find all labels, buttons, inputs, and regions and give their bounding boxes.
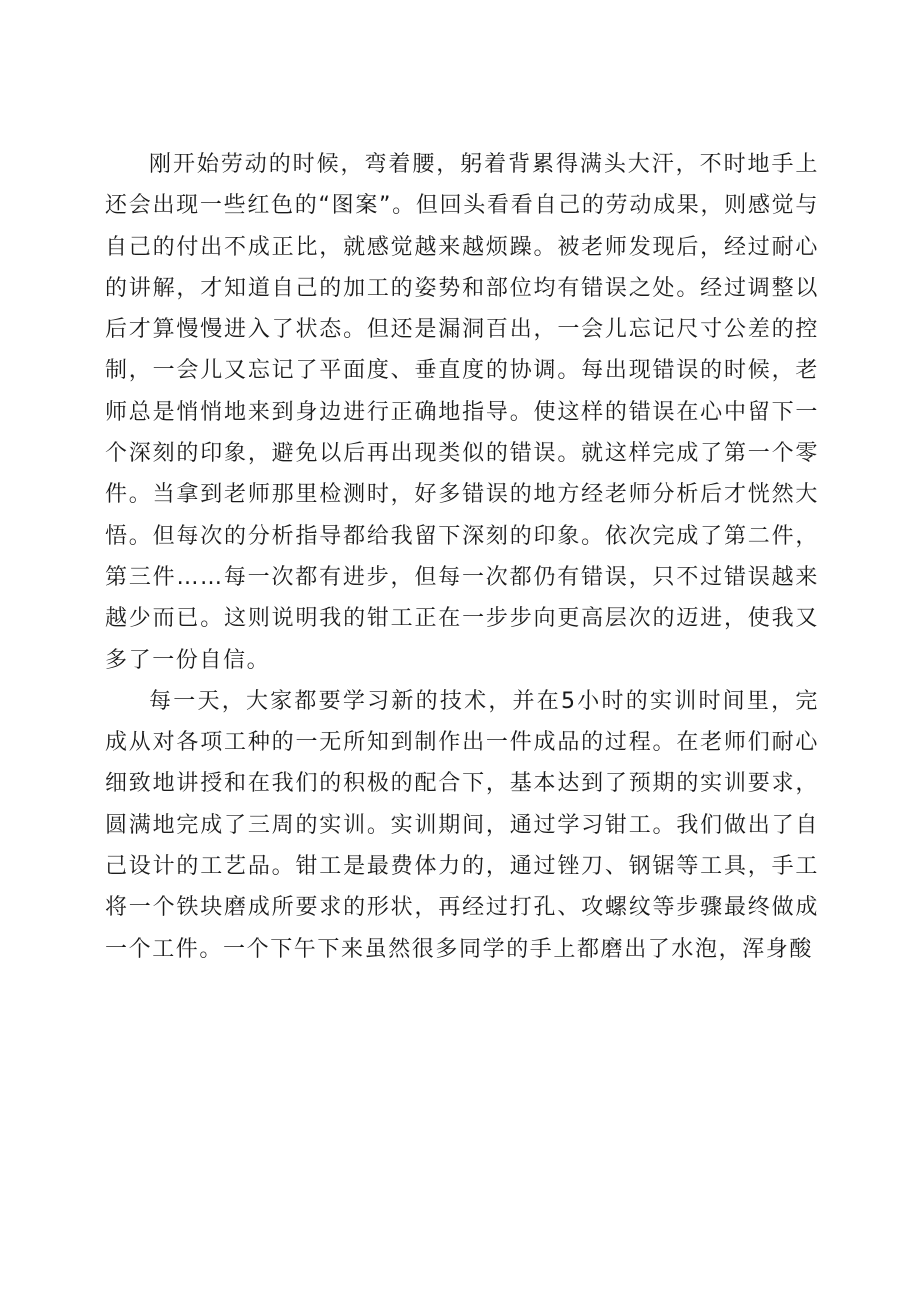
paragraph-2: 每一天，大家都要学习新的技术，并在5小时的实训时间里，完成从对各项工种的一无所知到制作出一件成品的过程。在老师们耐心细致地讲授和在我们的积极的配合下，基本达到了预期的实训要求，圆满地完成了三周的实训。实训期间，通过学习钳工。我们做出了自己设计的工艺品。钳工是最费体力的，通过锉刀、钢锯等工具，手工将一个铁块磨成所要求的形状，再经过打孔、攻螺纹等步骤最终做成一个工件。一个下午下来虽然很多同学的手上都磨出了水泡，浑身酸 bbox=[105, 688, 819, 962]
paragraph-1: 刚开始劳动的时候，弯着腰，躬着背累得满头大汗，不时地手上还会出现一些红色的“图案”。但回头看看自己的劳动成果，则感觉与自己的付出不成正比，就感觉越来越烦躁。被老师发现后，经过耐心的讲解，才知道自己的加工的姿势和部位均有错误之处。经过调整以后才算慢慢进入了状态。但还是漏洞百出，一会儿忘记尺寸公差的控制，一会儿又忘记了平面度、垂直度的协调。每出现错误的时候，老师总是悄悄地来到身边进行正确地指导。使这样的错误在心中留下一个深刻的印象，避免以后再出现类似的错误。就这样完成了第一个零件。当拿到老师那里检测时，好多错误的地方经老师分析后才恍然大悟。但每次的分析指导都给我留下深刻的印象。依次完成了第二件，第三件……每一次都有进步，但每一次都仍有错误，只不过错误越来越少而已。这则说明我的钳工正在一步步向更高层次的迈进，使我又多了一份自信。 bbox=[105, 152, 819, 673]
document-body bbox=[105, 144, 819, 970]
